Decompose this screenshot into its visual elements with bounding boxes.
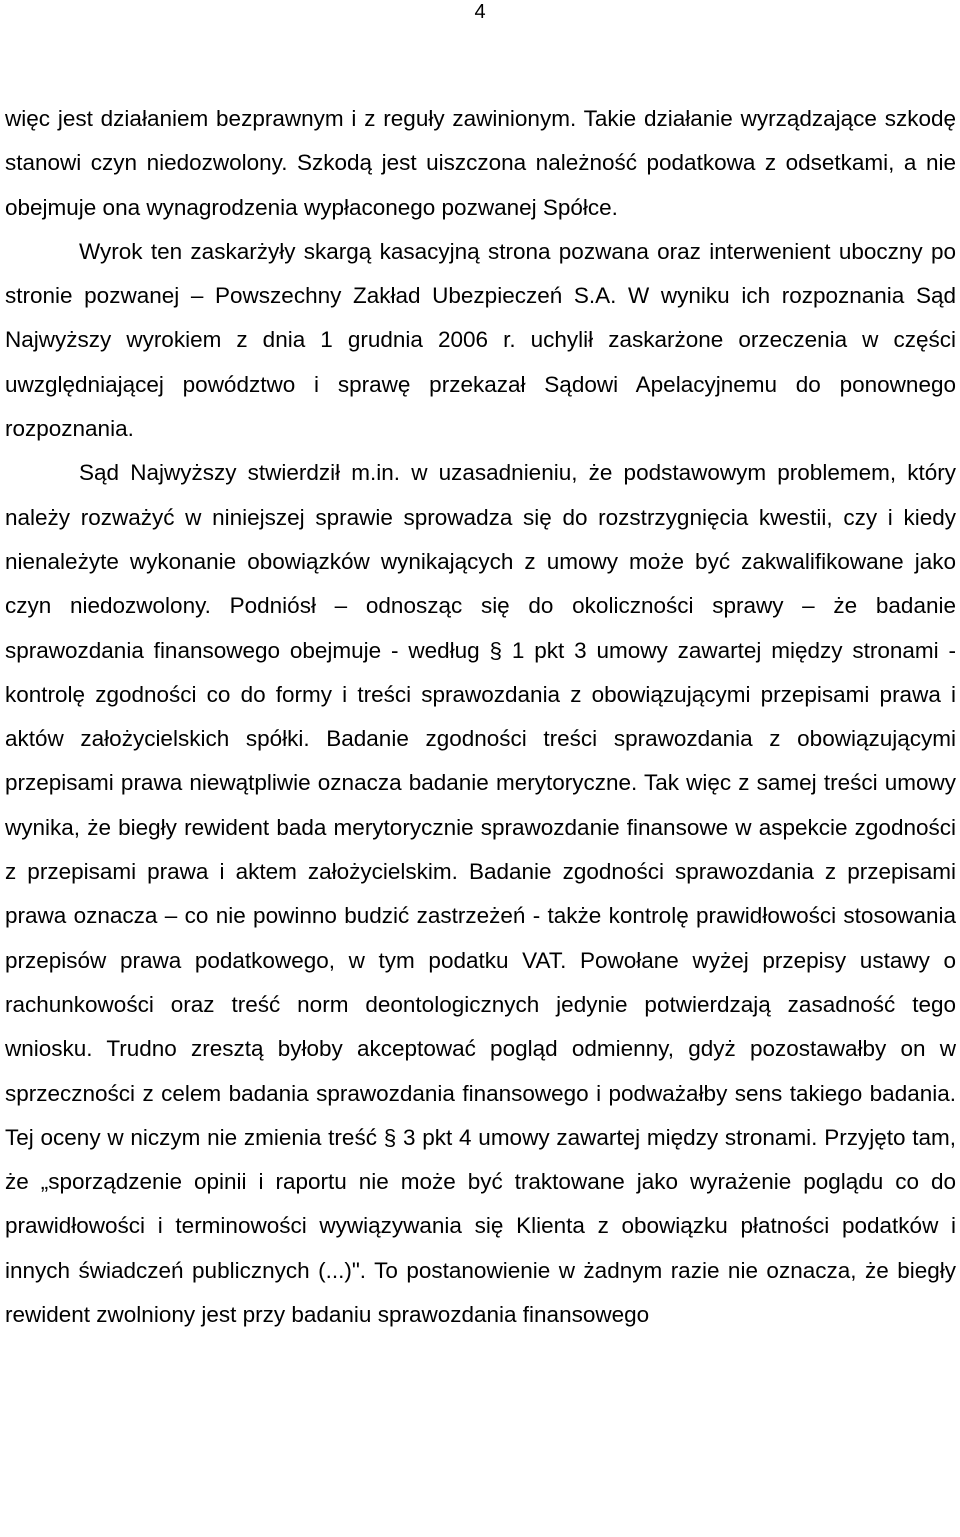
page-number: 4 <box>474 1 486 23</box>
document-body <box>5 97 956 1337</box>
paragraph-1: więc jest działaniem bezprawnym i z reguły zawinionym. Takie działanie wyrządzające szkodę stanowi czyn niedozwolony. Szkodą jest uiszczona należność podatkowa z odsetkami, a nie obejmuje ona wynagrodzenia wypłaconego pozwanej Spółce. <box>5 106 956 220</box>
paragraph-2: Wyrok ten zaskarżyły skargą kasacyjną strona pozwana oraz interwenient uboczny po stronie pozwanej – Powszechny Zakład Ubezpieczeń S.A. W wyniku ich rozpoznania Sąd Najwyższy wyrokiem z dnia 1 grudnia 2006 r. uchylił zaskarżone orzeczenia w części uwzględniającej powództwo i sprawę przekazał Sądowi Apelacyjnemu do ponownego rozpoznania. <box>5 238 956 442</box>
paragraph-3: Sąd Najwyższy stwierdził m.in. w uzasadnieniu, że podstawowym problemem, który należy rozważyć w niniejszej sprawie sprowadza się do rozstrzygnięcia kwestii, czy i kiedy nienależyte wykonanie obowiązków wynikających z umowy może być zakwalifikowane jako czyn niedozwolony. Podniósł – odnosząc się do okoliczności sprawy – że badanie sprawozdania finansowego obejmuje - według § 1 pkt 3 umowy zawartej między stronami - kontrolę zgodności co do formy i treści sprawozdania z obowiązującymi przepisami prawa i aktów założycielskich spółki. Badanie zgodności treści sprawozdania z obowiązującymi przepisami prawa niewątpliwie oznacza badanie merytoryczne. Tak więc z samej treści umowy wynika, że biegły rewident bada merytorycznie sprawozdanie finansowe w aspekcie zgodności z przepisami prawa i aktem założycielskim. Badanie zgodności sprawozdania z przepisami prawa oznacza – co nie powinno budzić zastrzeżeń - także kontrolę prawidłowości stosowania przepisów prawa podatkowego, w tym podatku VAT. Powołane wyżej przepisy ustawy o rachunkowości oraz treść norm deontologicznych jedynie potwierdzają zasadność tego wniosku. Trudno zresztą byłoby akceptować pogląd odmienny, gdyż pozostawałby on w sprzeczności z celem badania sprawozdania finansowego i podważałby sens takiego badania. Tej oceny w niczym nie zmienia treść § 3 pkt 4 umowy zawartej między stronami. Przyjęto tam, że „sporządzenie opinii i raportu nie może być traktowane jako wyrażenie poglądu co do prawidłowości i terminowości wywiązywania się Klienta z obowiązku płatności podatków i innych świadczeń publicznych (...)". To postanowienie w żadnym razie nie oznacza, że biegły rewident zwolniony jest przy badaniu sprawozdania finansowego <box>5 460 956 1328</box>
